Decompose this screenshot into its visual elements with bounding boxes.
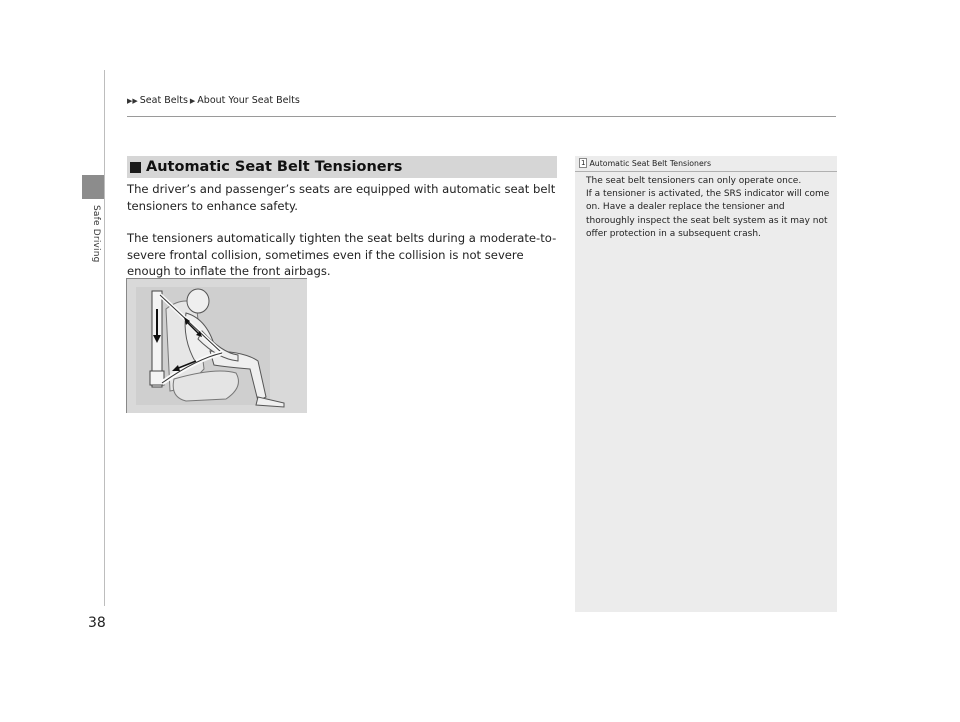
body-paragraph-2: The tensioners automatically tighten the seat belts during a moderate-to-severe frontal collision, sometimes even if the collision is not severe enough to inflate the front airbags. <box>127 231 557 278</box>
chapter-tab-marker <box>82 175 104 199</box>
section-square-icon <box>130 162 141 173</box>
section-title: Automatic Seat Belt Tensioners <box>146 159 403 175</box>
breadcrumb-arrow-icon: ▶ <box>189 96 196 105</box>
sidebar-note-line1: The seat belt tensioners can only operate once. <box>586 176 802 186</box>
breadcrumb-item-seat-belts[interactable]: Seat Belts <box>139 95 188 106</box>
breadcrumb <box>127 95 300 106</box>
seat-illustration-svg <box>126 279 307 413</box>
section-heading <box>127 156 557 178</box>
breadcrumb-item-about[interactable]: About Your Seat Belts <box>197 95 300 106</box>
header-divider <box>127 116 836 117</box>
chapter-tab-label: Safe Driving <box>91 205 101 263</box>
body-paragraph-1: The driver’s and passenger’s seats are equipped with automatic seat belt tensioners to enhance safety. <box>127 182 556 213</box>
sidebar-note-divider <box>575 171 837 172</box>
page-number: 38 <box>88 615 106 631</box>
seat-belt-tensioner-illustration <box>126 278 307 413</box>
sidebar-note-line2: If a tensioner is activated, the SRS indicator will come on. Have a dealer replace the tensioner and thoroughly inspect the seat belt system as it may not offer protection in a subsequent crash. <box>586 189 830 239</box>
note-number-icon: 1 <box>581 159 586 167</box>
chapter-divider-line <box>104 70 105 606</box>
sidebar-note <box>575 156 837 612</box>
sidebar-note-header <box>579 158 711 168</box>
breadcrumb-arrow-icon: ▶▶ <box>127 96 138 105</box>
sidebar-note-heading: Automatic Seat Belt Tensioners <box>589 158 712 168</box>
sidebar-note-body <box>586 175 832 241</box>
